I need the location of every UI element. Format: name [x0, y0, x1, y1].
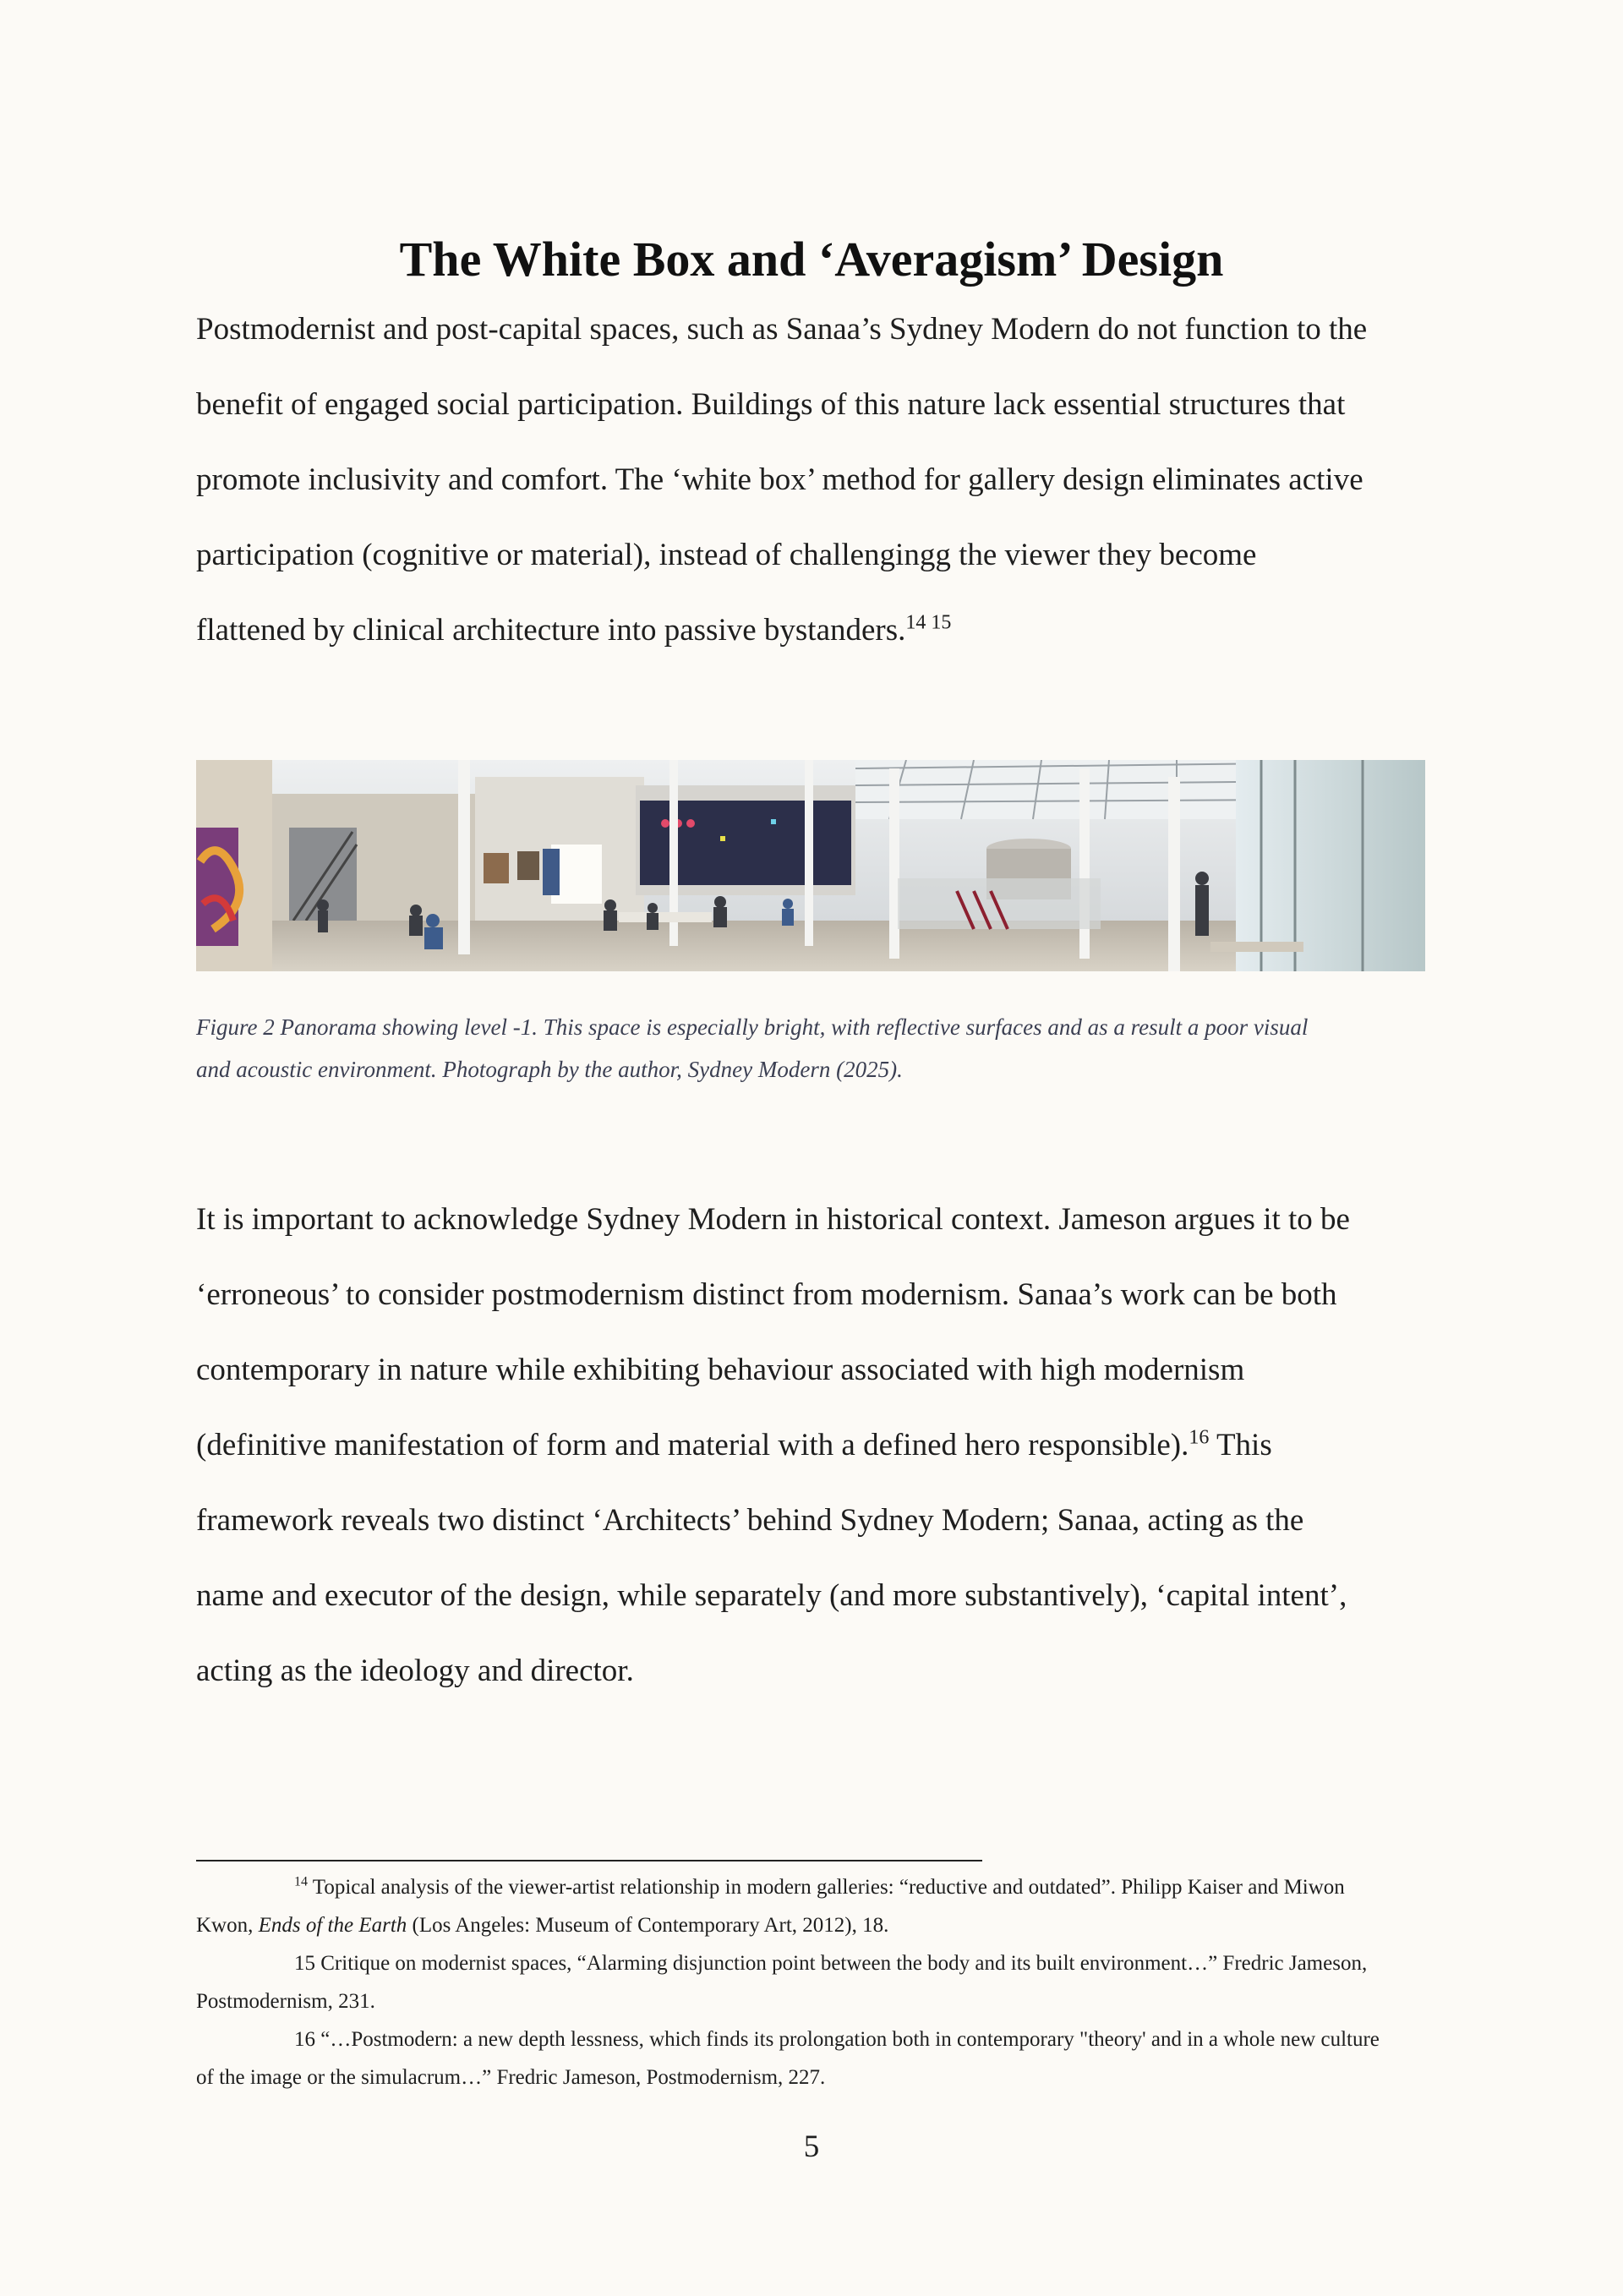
footnote-text: Kwon,	[196, 1914, 259, 1937]
paragraph-line: promote inclusivity and comfort. The ‘white box’ method for gallery design eliminates active	[196, 462, 1363, 497]
footnote-15: 15 Critique on modernist spaces, “Alarming disjunction point between the body and its built environment…” Fredric Jameson,	[294, 1952, 1368, 1975]
paragraph-line: ‘erroneous’ to consider postmodernism distinct from modernism. Sanaa’s work can be both	[196, 1277, 1337, 1312]
footnote-14-continued	[196, 1906, 1430, 1944]
figure-caption	[196, 1006, 1430, 1091]
footnote-15-continued: Postmodernism, 231.	[196, 1990, 375, 2013]
caption-line: and acoustic environment. Photograph by the author, Sydney Modern (2025).	[196, 1057, 903, 1082]
paragraph-line: framework reveals two distinct ‘Architects’ behind Sydney Modern; Sanaa, acting as the	[196, 1503, 1304, 1538]
paragraph-text: flattened by clinical architecture into passive bystanders.	[196, 613, 906, 648]
panorama-photo	[196, 760, 1425, 971]
caption-line: Figure 2 Panorama showing level -1. This space is especially bright, with reflective surfaces and as a result a poor visual	[196, 1014, 1309, 1040]
footnote-16-continued: of the image or the simulacrum…” Fredric Jameson, Postmodernism, 227.	[196, 2066, 826, 2089]
paragraph-line: It is important to acknowledge Sydney Modern in historical context. Jameson argues it to be	[196, 1202, 1350, 1237]
footnote-text: Topical analysis of the viewer-artist relationship in modern galleries: “reductive and outdated”. Philipp Kaiser and Miwon	[308, 1876, 1345, 1899]
paragraph-line: benefit of engaged social participation. Buildings of this nature lack essential structures that	[196, 387, 1346, 422]
footnote-reference: 16	[1189, 1426, 1210, 1449]
paragraph-line: name and executor of the design, while separately (and more substantively), ‘capital intent’,	[196, 1578, 1347, 1613]
paragraph-line	[196, 1408, 1430, 1483]
paragraph-text: (definitive manifestation of form and material with a defined hero responsible).	[196, 1428, 1189, 1462]
footnote-book-title: Ends of the Earth	[258, 1914, 407, 1937]
footnote-number: 14	[294, 1874, 308, 1889]
page-title: The White Box and ‘Averagism’ Design	[399, 231, 1224, 287]
footnote-reference: 14 15	[905, 611, 952, 634]
paragraph-2	[196, 1182, 1430, 1708]
footnote-text: (Los Angeles: Museum of Contemporary Art, 2012), 18.	[407, 1914, 889, 1937]
footnote-16: 16 “…Postmodern: a new depth lessness, which finds its prolongation both in contemporary "theory' and in a whole new culture	[294, 2028, 1380, 2051]
paragraph-1	[196, 292, 1430, 668]
paragraph-line: participation (cognitive or material), instead of challengingg the viewer they become	[196, 538, 1257, 572]
paragraph-line: contemporary in nature while exhibiting behaviour associated with high modernism	[196, 1353, 1245, 1387]
page-number: 5	[803, 2129, 820, 2164]
paragraph-text: This	[1209, 1428, 1272, 1462]
footnote-separator	[196, 1860, 982, 1861]
paragraph-line: Postmodernist and post-capital spaces, such as Sanaa’s Sydney Modern do not function to the	[196, 312, 1368, 347]
paragraph-line	[196, 593, 1430, 668]
footnote-14	[196, 1868, 1430, 1906]
footnotes	[196, 1868, 1430, 2096]
paragraph-line: acting as the ideology and director.	[196, 1654, 634, 1688]
